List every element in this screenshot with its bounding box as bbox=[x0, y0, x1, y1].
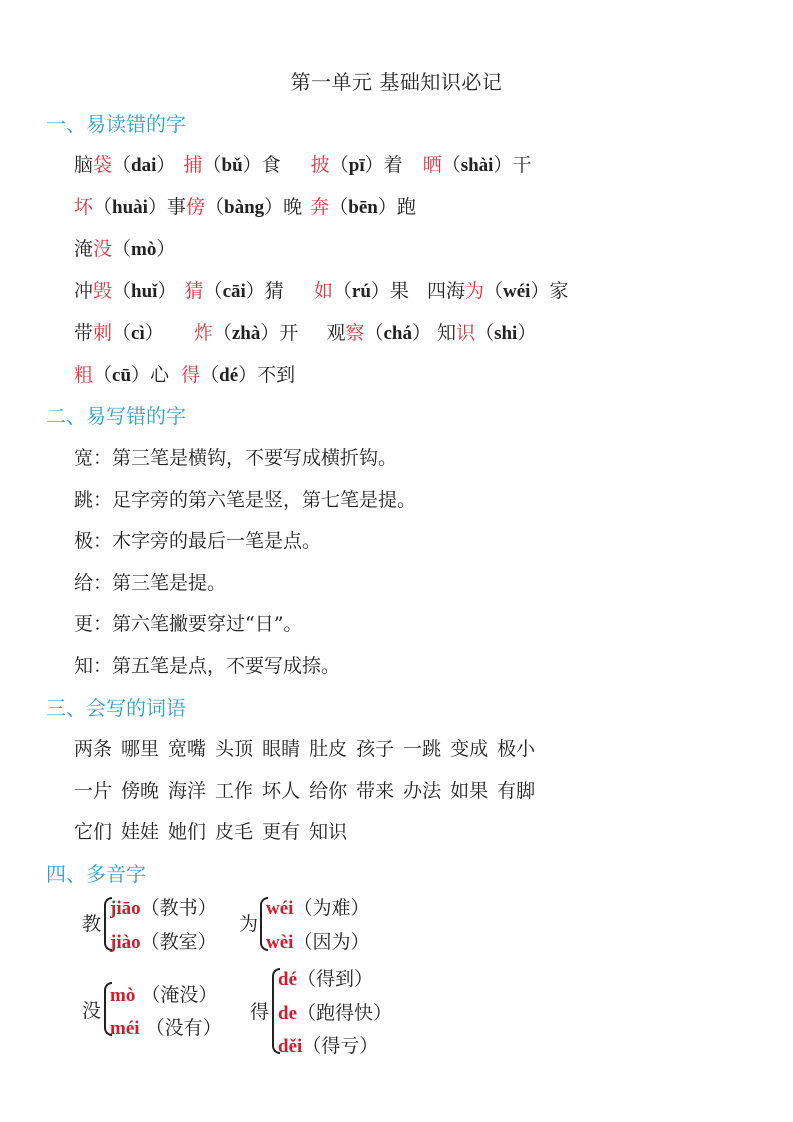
word: 娃娃 bbox=[121, 821, 160, 843]
polyphone-reading: děi（得亏） bbox=[278, 1035, 379, 1057]
section-heading-miswrite: 二、易写错的字 bbox=[46, 404, 186, 428]
misread-row-6 bbox=[74, 360, 295, 387]
miswrite-note: 宽：第三笔是横钩，不要写成横折钩。 bbox=[74, 447, 398, 469]
word: 知识 bbox=[309, 821, 348, 843]
miswrite-note: 知：第五笔是点，不要写成捺。 bbox=[74, 655, 341, 677]
miswrite-note: 更：第六笔撇要穿过“日”。 bbox=[74, 613, 303, 635]
misread-item: 粗（cū）心 bbox=[74, 364, 170, 386]
misread-item: 猜（cāi）猜 bbox=[184, 280, 284, 302]
misread-item: 傍（bàng）晚 bbox=[185, 196, 303, 218]
polyphone-reading: jiào（教室） bbox=[110, 931, 217, 953]
misread-item: 坏（huài）事 bbox=[74, 196, 186, 218]
word: 她们 bbox=[168, 821, 207, 843]
miswrite-note: 给：第三笔是提。 bbox=[74, 572, 227, 594]
word: 一跳 bbox=[403, 738, 442, 760]
misread-item: 淹没（mò） bbox=[74, 238, 176, 260]
misread-item: 炸（zhà）开 bbox=[193, 322, 299, 344]
word: 皮毛 bbox=[215, 821, 254, 843]
misread-item: 披（pī）着 bbox=[310, 154, 403, 176]
misread-item: 脑袋（dai） bbox=[74, 154, 176, 176]
words-row-3 bbox=[74, 817, 356, 844]
word: 给你 bbox=[309, 780, 348, 802]
misread-item: 奔（bēn）跑 bbox=[310, 196, 416, 218]
polyphone-wei bbox=[239, 893, 399, 953]
polyphone-char: 得 bbox=[250, 1001, 270, 1023]
misread-item: 如（rú）果 bbox=[313, 280, 409, 302]
polyphone-reading: jiāo（教书） bbox=[110, 897, 217, 919]
polyphone-reading: wèi（因为） bbox=[266, 931, 370, 953]
words-row-1 bbox=[74, 734, 544, 761]
polyphone-reading: wéi（为难） bbox=[266, 897, 370, 919]
word: 坏人 bbox=[262, 780, 301, 802]
page-title: 第一单元 基础知识必记 bbox=[290, 70, 503, 94]
word: 孩子 bbox=[356, 738, 395, 760]
misread-item: 知识（shi） bbox=[437, 322, 537, 344]
misread-item: 捕（bǔ）食 bbox=[183, 154, 281, 176]
word: 办法 bbox=[403, 780, 442, 802]
section-heading-misread: 一、易读错的字 bbox=[46, 112, 186, 136]
word: 海洋 bbox=[168, 780, 207, 802]
miswrite-note: 跳：足字旁的第六笔是竖，第七笔是提。 bbox=[74, 489, 417, 511]
polyphone-jiao bbox=[82, 893, 242, 953]
polyphone-reading: dé（得到） bbox=[278, 968, 374, 990]
polyphone-mei bbox=[82, 978, 252, 1038]
miswrite-note: 极：木字旁的最后一笔是点。 bbox=[74, 530, 322, 552]
section-heading-polyphones: 四、多音字 bbox=[46, 862, 146, 886]
word: 一片 bbox=[74, 780, 113, 802]
polyphone-char: 教 bbox=[82, 913, 102, 935]
words-row-2 bbox=[74, 776, 544, 803]
misread-row-2 bbox=[74, 192, 416, 219]
misread-row-1 bbox=[74, 150, 532, 177]
misread-item: 冲毁（huǐ） bbox=[74, 280, 177, 302]
word: 头顶 bbox=[215, 738, 254, 760]
word: 更有 bbox=[262, 821, 301, 843]
misread-row-4 bbox=[74, 276, 568, 303]
word: 眼睛 bbox=[262, 738, 301, 760]
misread-item: 得（dé）不到 bbox=[181, 364, 296, 386]
word: 它们 bbox=[74, 821, 113, 843]
word: 哪里 bbox=[121, 738, 160, 760]
word: 带来 bbox=[356, 780, 395, 802]
misread-row-3 bbox=[74, 234, 175, 261]
polyphone-char: 为 bbox=[239, 913, 259, 935]
polyphone-char: 没 bbox=[82, 1000, 102, 1022]
misread-item: 晒（shài）干 bbox=[422, 154, 532, 176]
word: 傍晚 bbox=[121, 780, 160, 802]
polyphone-reading: de（跑得快） bbox=[278, 1002, 393, 1024]
polyphone-de bbox=[250, 964, 420, 1056]
word: 肚皮 bbox=[309, 738, 348, 760]
word: 变成 bbox=[450, 738, 489, 760]
polyphone-reading: méi （没有） bbox=[110, 1017, 222, 1039]
misread-item: 观察（chá） bbox=[326, 322, 431, 344]
word: 工作 bbox=[215, 780, 254, 802]
word: 极小 bbox=[497, 738, 536, 760]
polyphone-reading: mò （淹没） bbox=[110, 984, 218, 1006]
word: 有脚 bbox=[497, 780, 536, 802]
word: 如果 bbox=[450, 780, 489, 802]
misread-item: 带刺（cì） bbox=[74, 322, 164, 344]
misread-item: 四海为（wéi）家 bbox=[426, 280, 569, 302]
word: 两条 bbox=[74, 738, 113, 760]
section-heading-words: 三、会写的词语 bbox=[46, 696, 186, 720]
word: 宽嘴 bbox=[168, 738, 207, 760]
misread-row-5 bbox=[74, 318, 536, 345]
